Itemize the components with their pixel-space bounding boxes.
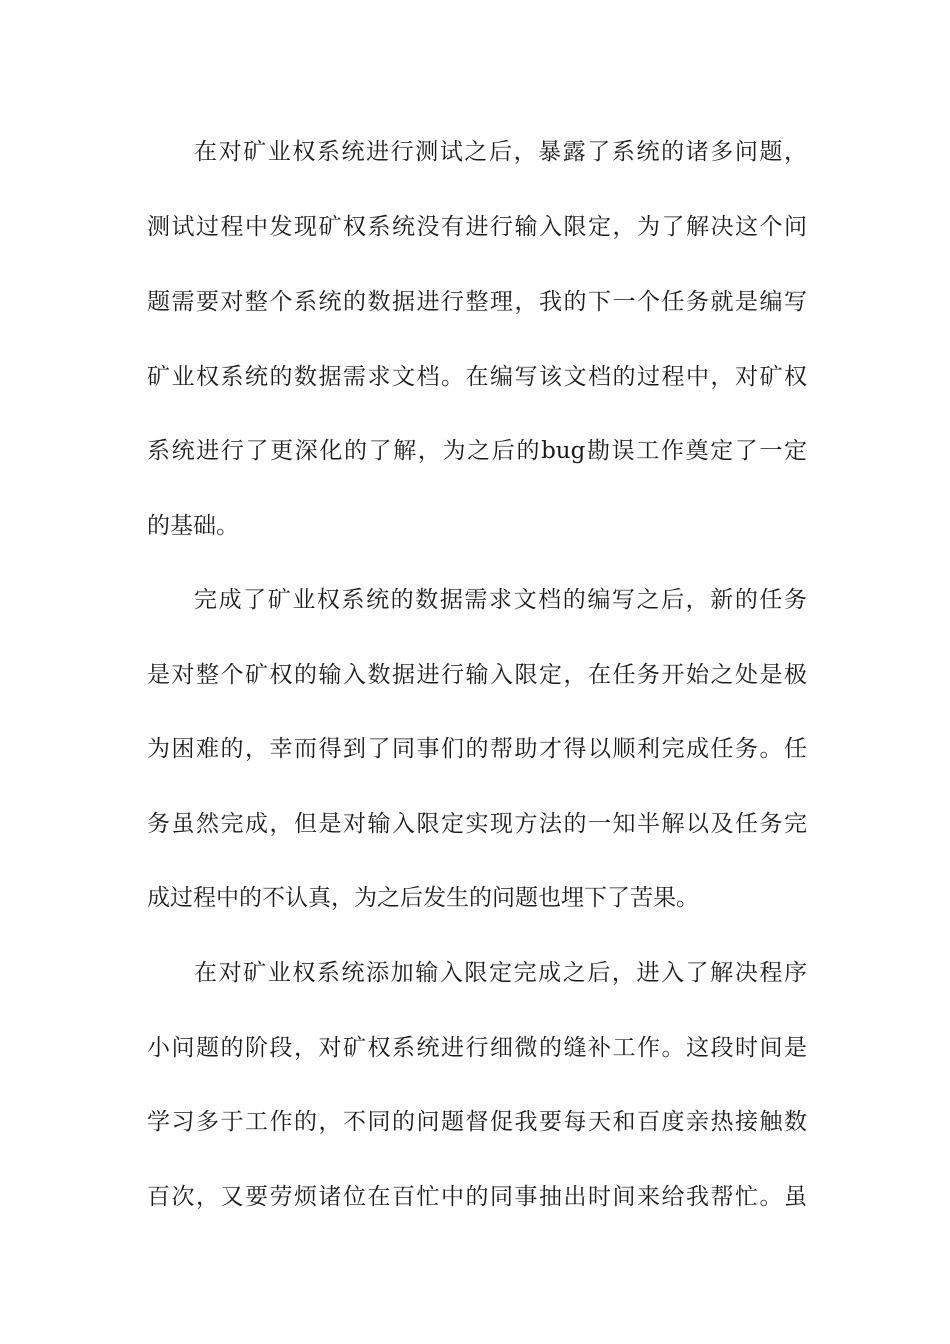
- paragraph-3-line-3: 学习多于工作的，不同的问题督促我要每天和百度亲热接触数: [147, 1109, 807, 1135]
- paragraph-1-line-2: 测试过程中发现矿权系统没有进行输入限定，为了解决这个问: [147, 214, 807, 240]
- paragraph-2-line-5: 成过程中的不认真，为之后发生的问题也埋下了苦果。: [147, 885, 699, 911]
- paragraph-1-line-1: 在对矿业权系统进行测试之后，暴露了系统的诸多问题，: [194, 139, 807, 165]
- paragraph-2-line-4: 务虽然完成，但是对输入限定实现方法的一知半解以及任务完: [147, 811, 807, 837]
- paragraph-3-line-4: 百次，又要劳烦诸位在百忙中的同事抽出时间来给我帮忙。虽: [147, 1184, 807, 1210]
- paragraph-2-line-2: 是对整个矿权的输入数据进行输入限定，在任务开始之处是极: [147, 662, 807, 688]
- paragraph-2-line-1: 完成了矿业权系统的数据需求文档的编写之后，新的任务: [194, 587, 807, 613]
- paragraph-1-line-4: 矿业权系统的数据需求文档。在编写该文档的过程中，对矿权: [147, 364, 807, 390]
- paragraph-1-line-6: 的基础。: [147, 513, 239, 539]
- paragraph-3-line-1: 在对矿业权系统添加输入限定完成之后，进入了解决程序: [194, 960, 807, 986]
- paragraph-1-line-5: 系统进行了更深化的了解，为之后的bug勘误工作奠定了一定: [147, 438, 807, 464]
- paragraph-2-line-3: 为困难的，幸而得到了同事们的帮助才得以顺利完成任务。任: [147, 736, 807, 762]
- paragraph-3-line-2: 小问题的阶段，对矿权系统进行细微的缝补工作。这段时间是: [147, 1035, 807, 1061]
- paragraph-1-line-3: 题需要对整个系统的数据进行整理，我的下一个任务就是编写: [147, 289, 807, 315]
